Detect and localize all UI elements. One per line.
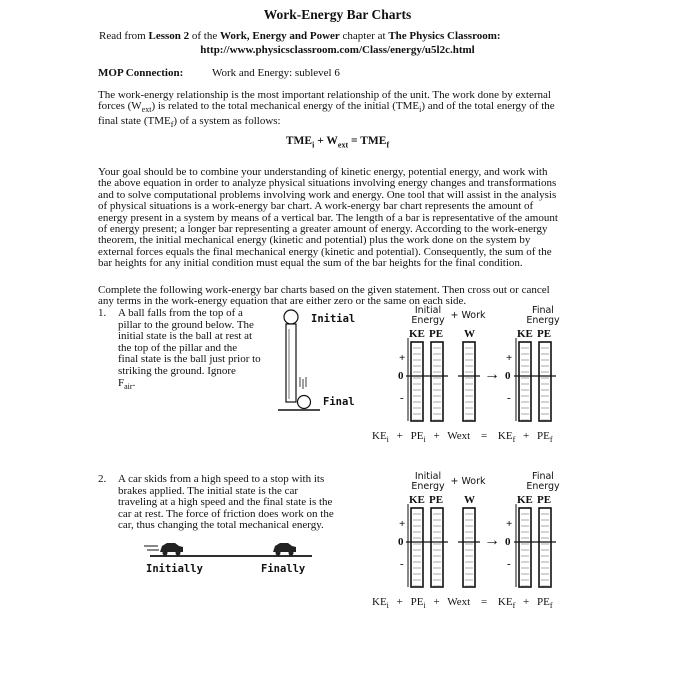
page-title: Work-Energy Bar Charts [263,7,412,22]
para2-line: and to solve computational problems involving work and energy. One tool that will assist in the analysis [98,188,557,201]
subscript: air [124,381,133,391]
subscript: ext [456,430,471,442]
zero-axis-label: 0 [398,536,404,548]
ke-final-header: KE [517,494,533,506]
text-span: . [132,376,136,389]
subscript: i [423,435,426,445]
para2-line: energy present in a system by means of a vertical bar. The length of a bar is representative of the amount [98,211,558,224]
zero-axis-label: 0 [505,536,511,548]
w-header: W [464,494,475,506]
plus-work-label: + Work [450,310,486,321]
plus-work-label: + Work [450,476,486,487]
pe-final-header: PE [537,494,552,506]
label-final: Final [323,396,355,408]
chapter-name: Work, Energy and Power [220,30,340,42]
problem-1-text [118,308,283,392]
eq-term: = TME [348,135,387,147]
problem-line: car, thus changing the total mechanical energy. [118,519,324,532]
label-finally: Finally [261,563,306,575]
text-span: ) and of the total energy of the [421,100,555,113]
label-line: Final [532,471,554,482]
problem-line: initial state is the ball at rest at [118,330,253,343]
ke-initial-bar-column [411,342,423,421]
ke-initial-header: KE [409,328,425,340]
para2-line: bar heights for any initial condition must equal the sum of the bar heights for the final condition. [98,257,523,270]
w-header: W [464,328,475,340]
label-line: Final [532,305,554,316]
problem-line: A car skids from a high speed to a stop with its [118,473,325,485]
arrow-icon: → [484,532,500,549]
problem-2-number: 2. [98,473,107,485]
label-line: Energy [526,481,560,492]
plus-axis-label: + [399,518,406,530]
pe-initial-bar-column [431,342,443,421]
problem-line: pillar to the ground below. The [118,318,254,331]
wheel-icon [289,551,294,556]
bar-grid-svg [368,472,588,592]
problem-line: traveling at a high speed and the final state is the [118,496,333,509]
ball-initial-icon [284,310,298,324]
lesson-ref: Lesson 2 [148,30,190,42]
problem-2-text [118,474,363,532]
problem-1-number: 1. [98,307,107,319]
label-line: Energy [411,315,445,326]
of-the-text: of the [189,30,220,42]
para3-line: Complete the following work-energy bar charts based on the given statement. Then cross out or cancel [98,284,550,296]
problem-line: the top of the pillar and the [118,341,238,354]
eq-term: W [447,430,457,442]
work-bar-column [463,508,475,587]
plus-axis-label: + [506,518,513,530]
para2-line: the above equation in order to analyze physical situations involving energy changes and transformations [98,177,557,190]
subscript: i [423,601,426,611]
wheel-icon [176,551,181,556]
eq-operator: + [523,596,530,608]
subscript: i [386,601,389,611]
para2-line: Your goal should be to combine your understanding of kinetic energy, potential energy, and work with [98,166,548,178]
para1-line: The work-energy relationship is the most important relationship of the unit. The work done by external [98,89,551,101]
ke-final-bar-column [519,508,531,587]
car-final-icon [273,543,296,552]
subscript: i [386,435,389,445]
pe-final-bar-column [539,342,551,421]
para2-line: of energy present; a longer bar representing a greater amount of energy. According to the work-energy [98,223,548,236]
subscript: i [312,140,315,150]
eq-term: + W [314,135,338,147]
zero-axis-label: 0 [505,370,511,382]
zero-axis-label: 0 [398,370,404,382]
work-bar-column [463,342,475,421]
mop-label: MOP Connection: [98,67,184,79]
subscript: f [549,601,553,611]
problem-line: final state is the ball just prior to [118,353,261,366]
car-initial-icon [160,543,183,552]
problem-line: brakes applied. The initial state is the car [118,484,299,497]
label-initially: Initially [146,563,203,575]
problem-line: A ball falls from the top of a [118,307,243,319]
text-span: final state (TME [98,115,171,127]
eq-term: W [447,596,457,608]
arrow-icon: → [484,366,500,383]
read-prefix: Read from [99,30,149,42]
pe-final-bar-column [539,508,551,587]
pillar-icon [286,324,296,402]
subscript: i [419,105,422,115]
pe-final-header: PE [537,328,552,340]
bar-chart-2 [368,472,588,592]
eq-operator: = [480,596,488,608]
subscript: ext [456,596,471,608]
work-energy-equation [0,135,675,149]
eq-operator: + [523,430,530,442]
text-span: ) is related to the total mechanical energy of the initial (TME [151,100,420,113]
chapter-at-text: chapter at [339,30,389,42]
pe-initial-header: PE [429,494,444,506]
eq-operator: + [396,430,403,442]
ball-final-icon [298,396,311,409]
paragraph-2 [98,167,628,270]
problem-line [118,378,283,393]
label-line: Initial [414,471,442,482]
subscript: ext [337,140,349,150]
eq-term: PE [410,596,424,608]
minus-axis-label: - [507,392,511,404]
ke-final-header: KE [517,328,533,340]
wheel-icon [163,551,168,556]
subscript: f [512,435,516,445]
eq-term: PE [536,430,550,442]
para2-line: of physical situations is a work-energy bar chart. A work-energy bar chart represents the amount of [98,200,534,213]
subscript: f [512,601,516,611]
plus-axis-label: + [506,352,513,364]
reading-line [99,30,501,42]
eq-operator: + [396,596,403,608]
text-span: ) of a system as follows: [173,115,281,127]
paragraph-1 [98,90,618,131]
wheel-icon [276,551,281,556]
label-line: Energy [411,481,445,492]
bar-chart-1 [368,306,588,426]
bar-grid-svg [368,306,588,426]
para3-line: any terms in the work-energy equation that are either zero or the same on each side. [98,295,467,308]
minus-axis-label: - [507,558,511,570]
eq-term: PE [536,596,550,608]
car-illustration [140,535,320,565]
minus-axis-label: - [400,392,404,404]
subscript: f [386,140,390,150]
pe-initial-header: PE [429,328,444,340]
mop-value: Work and Energy: sublevel 6 [212,67,340,79]
ke-initial-bar-column [411,508,423,587]
label-line: Initial [414,305,442,316]
pe-initial-bar-column [431,508,443,587]
para2-line: external forces equals the final mechanical energy (kinetic and potential). Consequently, the sum of the [98,245,552,258]
label-initial: Initial [311,313,356,325]
minus-axis-label: - [400,558,404,570]
energy-equation-row-2 [372,596,553,610]
energy-equation-row-1 [372,430,553,444]
eq-term: KE [372,596,387,608]
plus-axis-label: + [399,352,406,364]
ke-initial-header: KE [409,494,425,506]
eq-term: KE [497,596,513,608]
eq-operator: + [433,596,440,608]
problem-line: striking the ground. Ignore [118,364,236,377]
eq-term: KE [372,430,387,442]
text-span: F [118,376,125,389]
subscript: ext [141,105,152,115]
url-link[interactable]: http://www.physicsclassroom.com/Class/energy/u5l2c.html [200,44,475,56]
text-span: forces (W [98,100,142,113]
para2-line: theorem, the initial mechanical energy (kinetic and potential) plus the work done on the system by [98,234,531,247]
site-name: The Physics Classroom: [388,30,501,42]
eq-operator: + [433,430,440,442]
eq-term: TME [285,135,313,147]
eq-term: KE [497,430,513,442]
eq-operator: = [480,430,488,442]
subscript: f [549,435,553,445]
label-line: Energy [526,315,560,326]
eq-term: PE [410,430,424,442]
para1-line [98,101,618,116]
problem-line: car at rest. The force of friction does work on the [118,507,334,520]
ke-final-bar-column [519,342,531,421]
para1-line [98,116,618,131]
subscript: f [170,120,174,130]
